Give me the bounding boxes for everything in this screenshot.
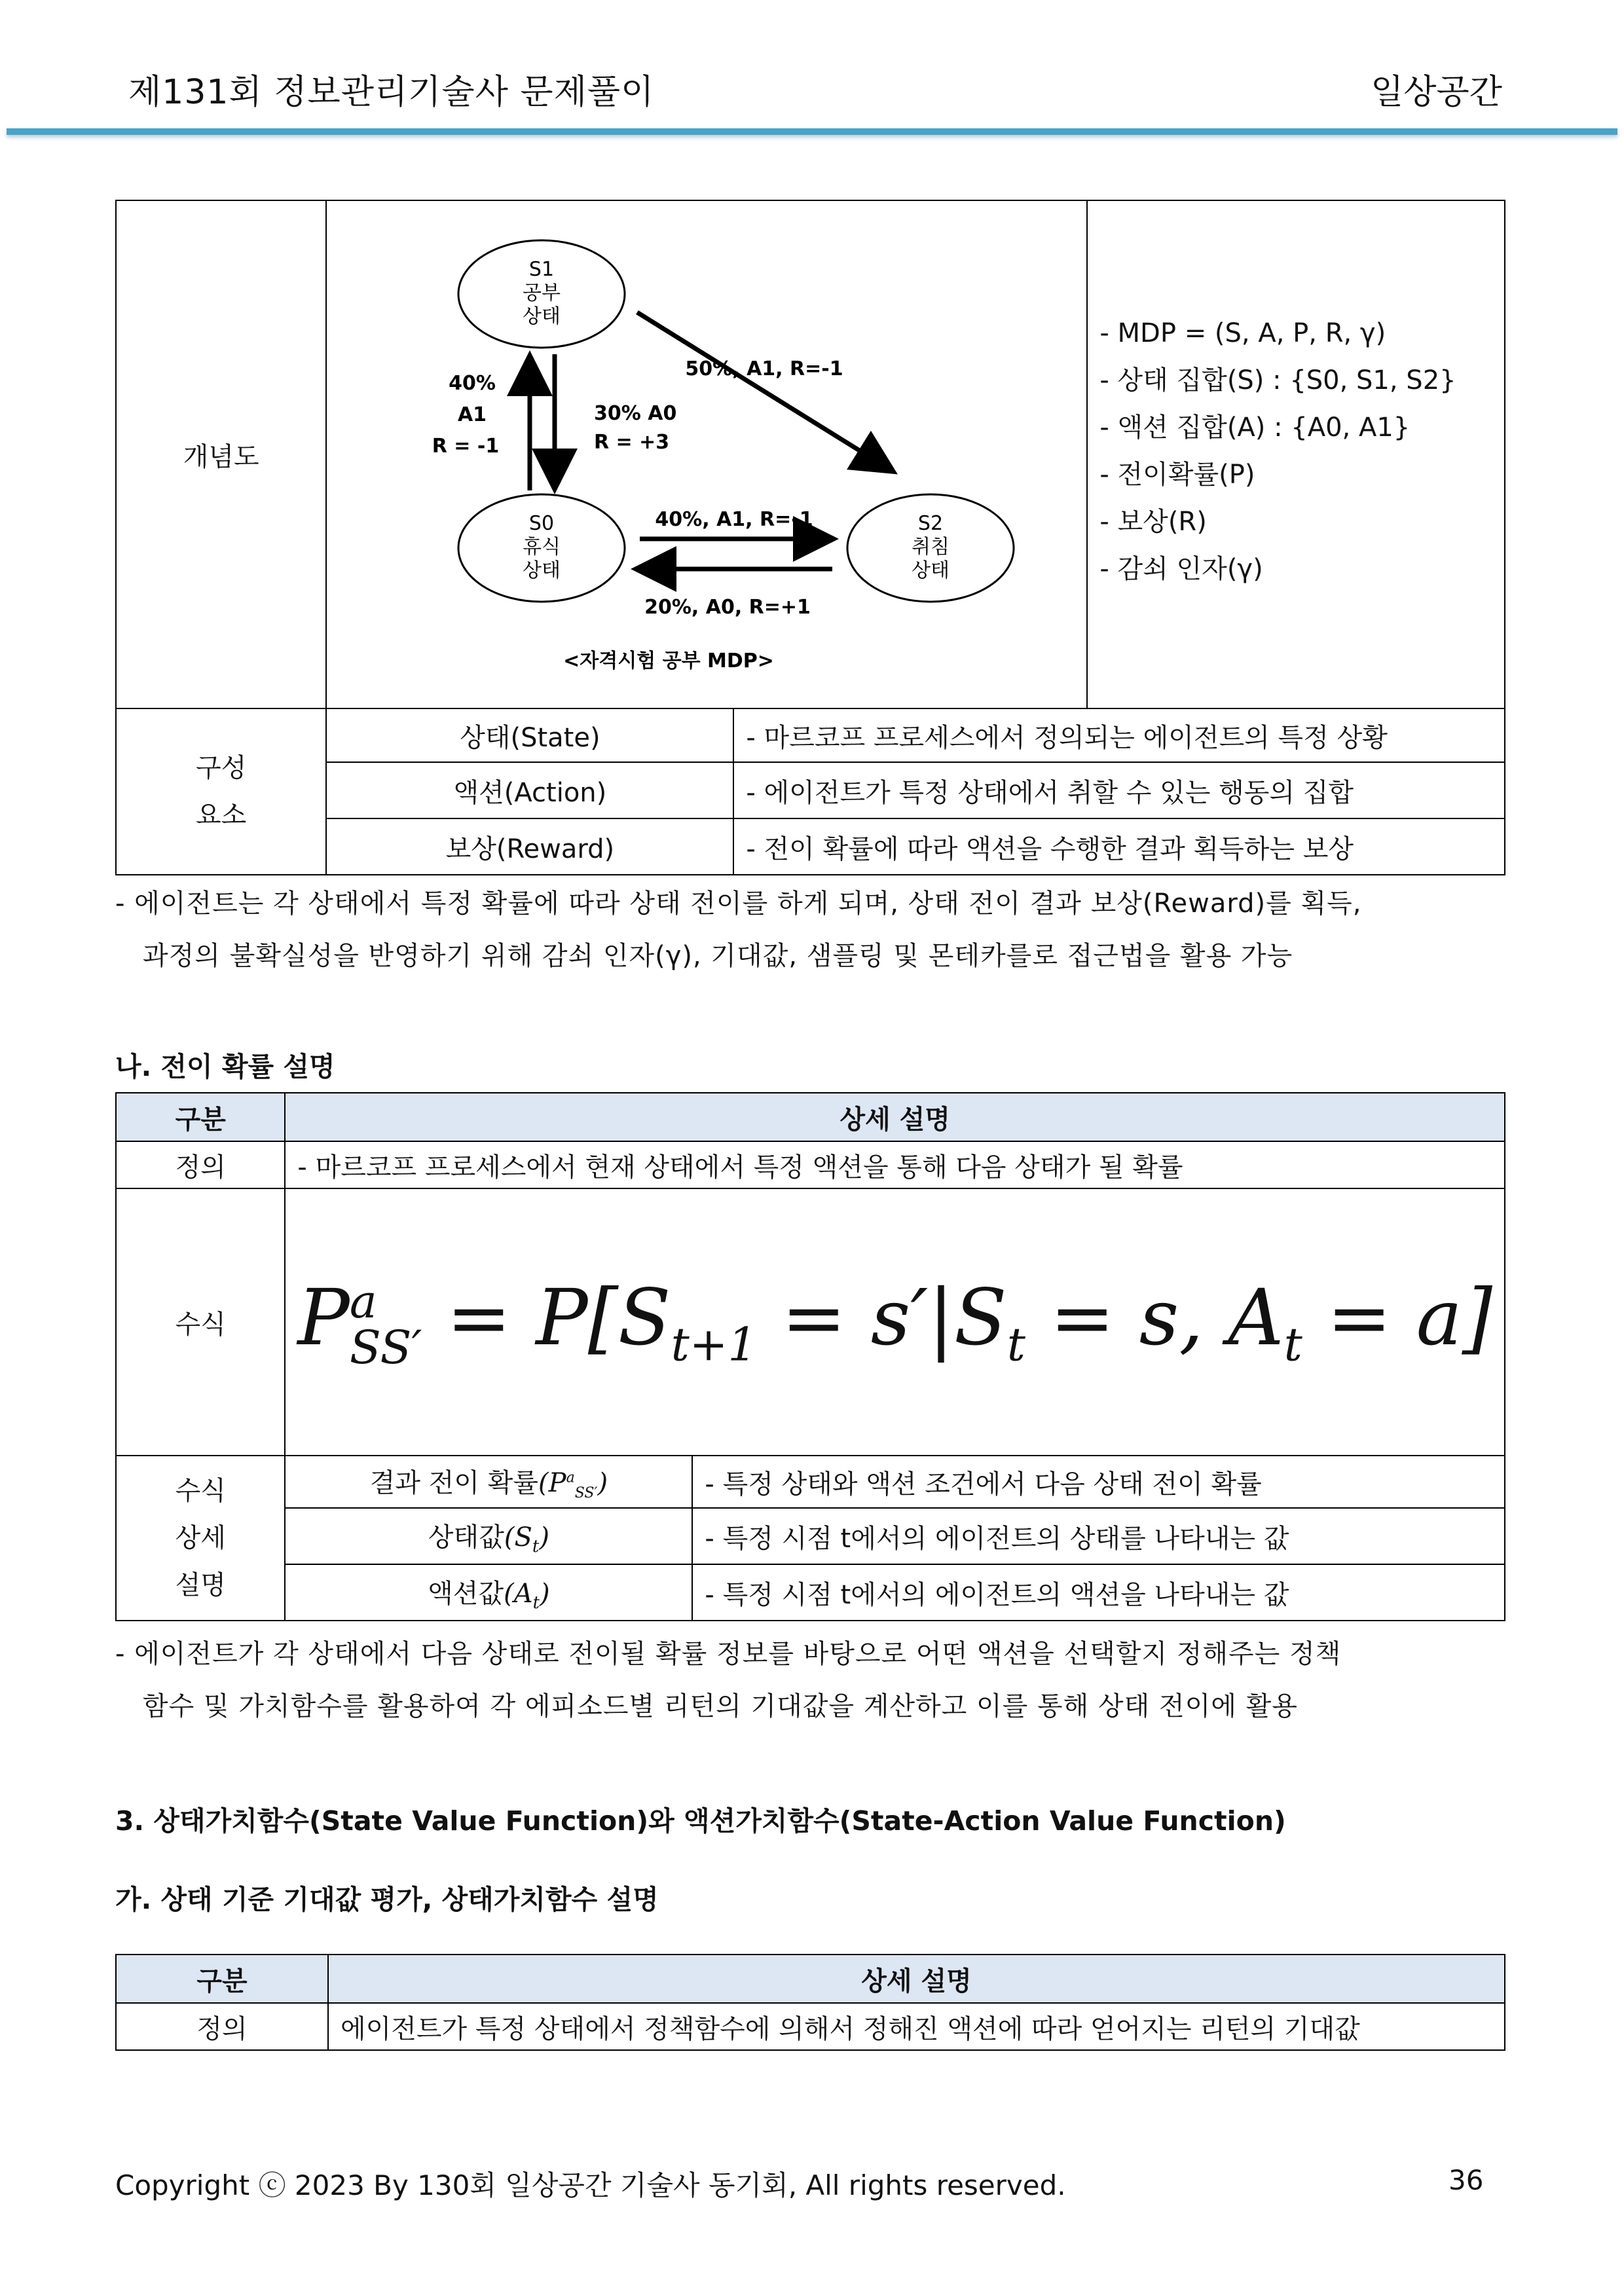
mdp-legend xyxy=(1087,200,1505,708)
legend-states: - 상태 집합(S) : {S0, S1, S2} xyxy=(1099,365,1456,395)
detail-desc: - 특정 시점 t에서의 에이전트의 액션을 나타내는 값 xyxy=(692,1564,1505,1621)
s2-suffix: 상태 xyxy=(912,559,950,582)
label-mid-reward: R = +3 xyxy=(594,431,670,454)
definition-label: 정의 xyxy=(116,2003,328,2050)
legend-discount: - 감쇠 인자(γ) xyxy=(1099,554,1263,584)
header-brand: 일상공간 xyxy=(1371,73,1502,112)
component-name: 보상(Reward) xyxy=(326,818,733,875)
detail-name-text: 결과 전이 확률 xyxy=(369,1468,539,1498)
component-desc: - 전이 확률에 따라 액션을 수행한 결과 획득하는 보상 xyxy=(733,818,1505,875)
arrow-s1-to-s2 xyxy=(637,312,890,469)
header-title: 제131회 정보관리기술사 문제풀이 xyxy=(128,73,655,112)
legend-actions: - 액션 집합(A) : {A0, A1} xyxy=(1099,413,1411,443)
components-label-line1: 구성 xyxy=(196,753,247,783)
detail-name: 결과 전이 확률$(P^a_{SS'})$ xyxy=(285,1456,692,1508)
diagram-caption: <자격시험 공부 MDP> xyxy=(563,650,775,672)
definition-text: 에이전트가 특정 상태에서 정책함수에 의해서 정해진 액션에 따라 얻어지는 리턴의 기대값 xyxy=(328,2003,1505,2050)
label-diagonal: 50%, A1, R=-1 xyxy=(685,358,843,380)
col-header-detail: 상세 설명 xyxy=(285,1093,1505,1141)
component-desc: - 마르코프 프로세스에서 정의되는 에이전트의 특정 상황 xyxy=(733,708,1505,762)
col-header-category: 구분 xyxy=(116,1955,328,2003)
note2-line1: - 에이전트가 각 상태에서 다음 상태로 전이될 확률 정보를 바탕으로 어떤 액션을 선택할지 정해주는 정책 xyxy=(115,1639,1342,1669)
detail-desc: - 특정 상태와 액션 조건에서 다음 상태 전이 확률 xyxy=(692,1456,1505,1508)
s2-id: S2 xyxy=(918,512,944,535)
note1-line2: 과정의 불확실성을 반영하기 위해 감쇠 인자(γ), 기대값, 샘플링 및 몬테카를로 접근법을 활용 가능 xyxy=(143,941,1293,971)
formula-detail-label-line3: 설명 xyxy=(175,1570,226,1600)
s1-suffix: 상태 xyxy=(523,305,561,328)
footer-copyright: Copyright ⓒ 2023 By 130회 일상공간 기술사 동기회, All rights reserved. xyxy=(115,2169,1066,2201)
formula-detail-label-line1: 수식 xyxy=(175,1476,226,1506)
component-name: 액션(Action) xyxy=(326,762,733,818)
note1-line1: - 에이전트는 각 상태에서 특정 확률에 따라 상태 전이를 하게 되며, 상태 전이 결과 보상(Reward)를 획득, xyxy=(115,889,1362,919)
formula-cell xyxy=(285,1188,1505,1456)
components-label xyxy=(116,708,326,875)
component-desc: - 에이전트가 특정 상태에서 취할 수 있는 행동의 집합 xyxy=(733,762,1505,818)
mdp-diagram xyxy=(327,202,1086,707)
label-left-action: A1 xyxy=(458,403,487,426)
detail-desc: - 특정 시점 t에서의 에이전트의 상태를 나타내는 값 xyxy=(692,1508,1505,1564)
concept-diagram-cell xyxy=(326,200,1087,708)
legend-reward: - 보상(R) xyxy=(1099,507,1207,537)
section-ga-heading: 가. 상태 기준 기대값 평가, 상태가치함수 설명 xyxy=(115,1884,659,1915)
formula-label: 수식 xyxy=(116,1188,285,1456)
transition-probability-formula: P a SS′ = $P[S_{t+1} = s'|S_t = s$, $A_t = a$] xyxy=(297,1272,1492,1374)
detail-name-text: 상태값 xyxy=(428,1522,504,1552)
concept-table xyxy=(115,200,1505,875)
formula-detail-label xyxy=(116,1456,285,1621)
s1-name: 공부 xyxy=(523,282,561,304)
value-function-table xyxy=(115,1954,1505,2051)
legend-transition: - 전이확률(P) xyxy=(1099,460,1255,490)
col-header-detail: 상세 설명 xyxy=(328,1955,1505,2003)
s0-id: S0 xyxy=(529,512,555,535)
concept-label: 개념도 xyxy=(116,200,326,708)
label-left-reward: R = -1 xyxy=(432,435,500,458)
section-3-heading: 3. 상태가치함수(State Value Function)와 액션가치함수(State-Action Value Function) xyxy=(115,1805,1286,1837)
s1-id: S1 xyxy=(529,258,555,281)
header-divider xyxy=(7,128,1617,135)
detail-name-text: 액션값 xyxy=(428,1578,504,1609)
col-header-category: 구분 xyxy=(116,1093,285,1141)
label-mid-prob: 30% A0 xyxy=(594,402,677,425)
s2-name: 취침 xyxy=(912,536,950,559)
page-number: 36 xyxy=(1449,2164,1484,2196)
label-back: 20%, A0, R=+1 xyxy=(644,596,811,619)
detail-name: 상태값$(S_t)$ xyxy=(285,1508,692,1564)
section-na-heading: 나. 전이 확률 설명 xyxy=(115,1051,335,1082)
label-right: 40%, A1, R=-1 xyxy=(655,508,813,531)
components-label-line2: 요소 xyxy=(196,800,247,830)
component-name: 상태(State) xyxy=(326,708,733,762)
detail-name: 액션값$(A_t)$ xyxy=(285,1564,692,1621)
formula-detail-label-line2: 상세 xyxy=(175,1523,226,1553)
s0-suffix: 상태 xyxy=(523,559,561,582)
label-left-prob: 40% xyxy=(449,372,496,395)
note2-line2: 함수 및 가치함수를 활용하여 각 에피소드별 리턴의 기대값을 계산하고 이를 통해 상태 전이에 활용 xyxy=(143,1691,1298,1721)
s0-name: 휴식 xyxy=(523,536,561,559)
definition-text: - 마르코프 프로세스에서 현재 상태에서 특정 액션을 통해 다음 상태가 될 확률 xyxy=(285,1141,1505,1188)
transition-table xyxy=(115,1092,1505,1621)
definition-label: 정의 xyxy=(116,1141,285,1188)
legend-mdp: - MDP = (S, A, P, R, γ) xyxy=(1099,318,1386,348)
